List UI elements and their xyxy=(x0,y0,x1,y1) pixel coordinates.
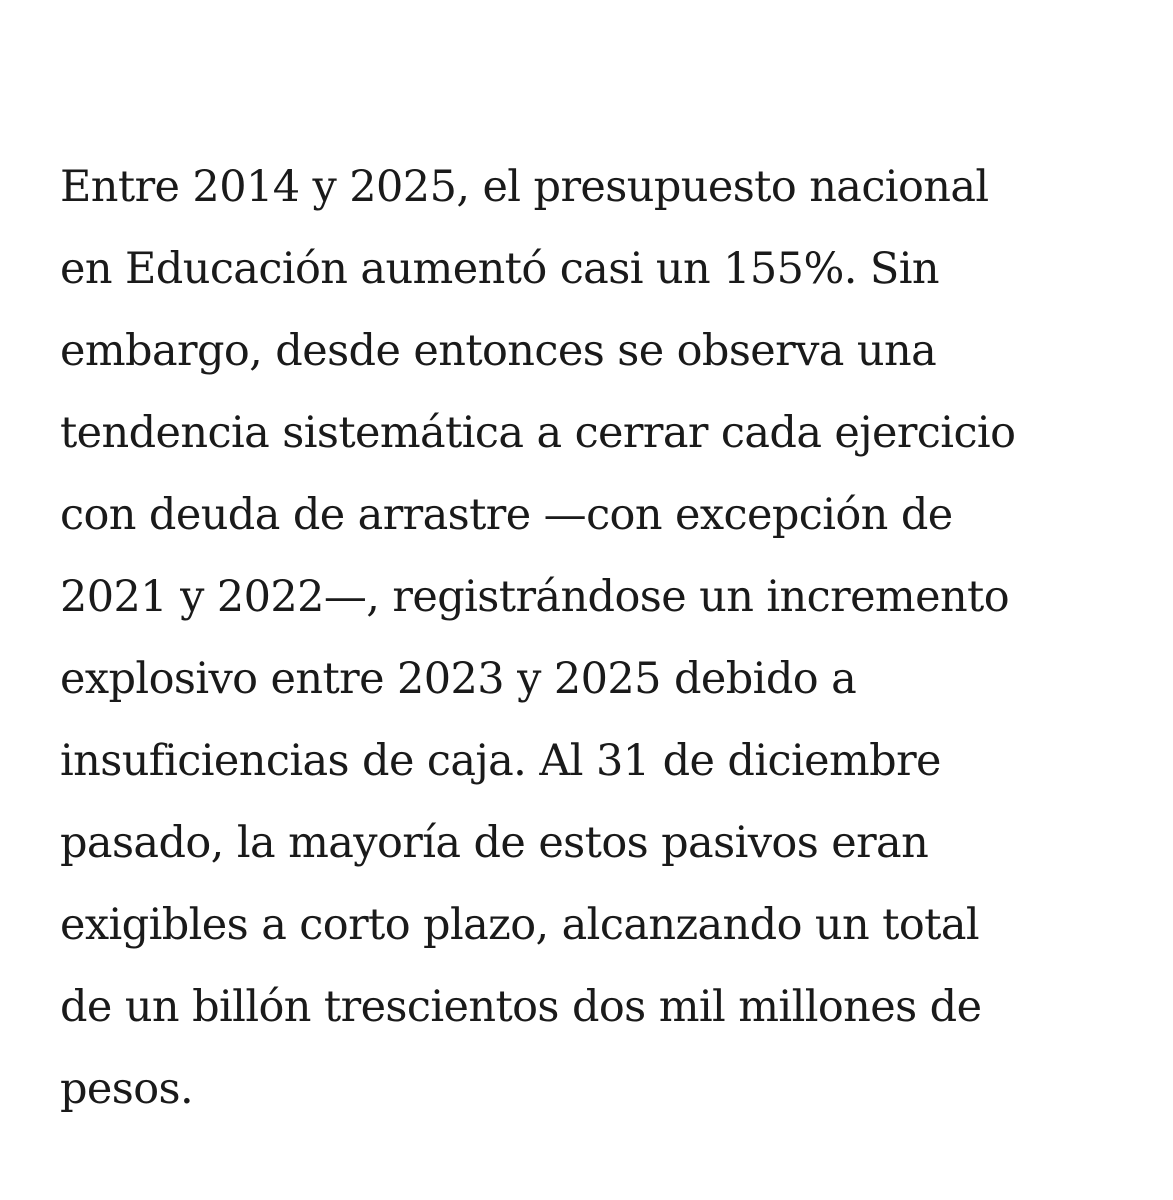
paragraph-line: en Educación aumentó casi un 155%. Sin xyxy=(60,244,939,294)
paragraph-line: embargo, desde entonces se observa una xyxy=(60,326,937,376)
paragraph-line: 2021 y 2022—, registrándose un incremento xyxy=(60,572,1010,622)
paragraph-line: con deuda de arrastre —con excepción de xyxy=(60,490,953,540)
paragraph-line: insuficiencias de caja. Al 31 de diciembre xyxy=(60,736,941,786)
paragraph-line: exigibles a corto plazo, alcanzando un total xyxy=(60,900,980,950)
paragraph-line: pesos. xyxy=(60,1064,194,1114)
paragraph-line: Entre 2014 y 2025, el presupuesto nacional xyxy=(60,162,989,212)
paragraph-line: tendencia sistemática a cerrar cada ejercicio xyxy=(60,408,1016,458)
paragraph-line: de un billón trescientos dos mil millones de xyxy=(60,982,982,1032)
paragraph-line: explosivo entre 2023 y 2025 debido a xyxy=(60,654,857,704)
paragraph-line: pasado, la mayoría de estos pasivos eran xyxy=(60,818,929,868)
article-paragraph xyxy=(60,146,1120,1130)
